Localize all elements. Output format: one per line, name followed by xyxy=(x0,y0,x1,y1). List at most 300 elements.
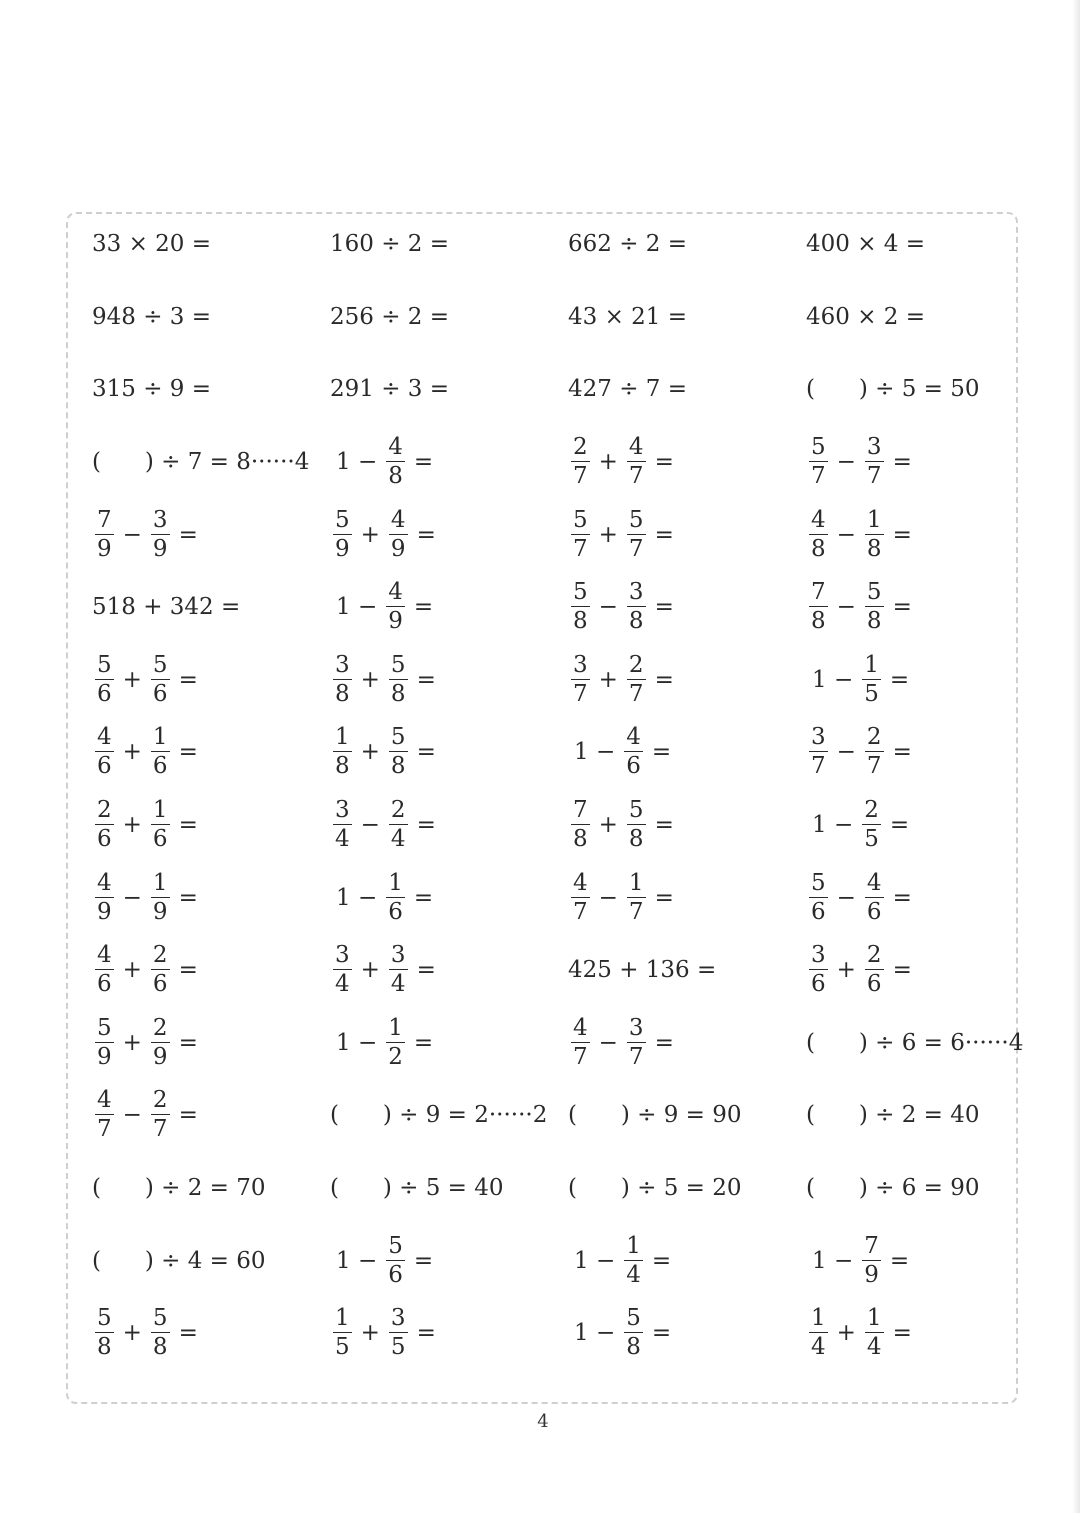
fraction-numerator: 4 xyxy=(866,869,882,896)
fraction-denominator: 8 xyxy=(628,608,644,635)
fraction-numerator: 4 xyxy=(97,724,112,751)
fraction xyxy=(865,944,884,996)
problem-cell xyxy=(92,281,330,354)
problem-text: 425 + 136 = xyxy=(568,957,717,984)
fraction-numerator: 5 xyxy=(97,1305,112,1332)
operator-text: = xyxy=(654,812,674,839)
fraction-numerator: 5 xyxy=(866,579,882,606)
operator-text: = xyxy=(654,449,674,476)
fraction-numerator: 3 xyxy=(628,579,644,606)
operator-text: = xyxy=(651,1247,672,1274)
fraction xyxy=(865,1307,884,1359)
fraction-denominator: 8 xyxy=(866,535,882,562)
fraction-denominator: 8 xyxy=(390,753,406,780)
fraction-denominator: 2 xyxy=(388,1043,403,1070)
page-number: 4 xyxy=(537,1411,549,1432)
fraction xyxy=(809,944,828,996)
problem-cell xyxy=(92,789,330,862)
fraction-numerator: 1 xyxy=(152,797,168,824)
fraction xyxy=(865,581,884,633)
fraction-denominator: 7 xyxy=(628,463,644,490)
fraction xyxy=(389,799,408,851)
problem-cell xyxy=(806,1297,1044,1370)
problem-cell xyxy=(330,426,568,499)
fraction-numerator: 7 xyxy=(97,506,112,533)
fraction-numerator: 5 xyxy=(628,506,644,533)
fraction-numerator: 2 xyxy=(152,1087,168,1114)
fraction-numerator: 1 xyxy=(152,869,168,896)
fraction-denominator: 7 xyxy=(628,1043,644,1070)
operator-text: + xyxy=(598,812,618,839)
problem-cell xyxy=(568,644,806,717)
operator-text: 1 − xyxy=(812,1247,854,1274)
operator-text: = xyxy=(178,521,198,548)
fraction-numerator: 1 xyxy=(626,1232,641,1259)
fraction xyxy=(333,944,352,996)
problem-cell xyxy=(806,498,1044,571)
fraction xyxy=(95,799,114,851)
operator-text: = xyxy=(892,739,912,766)
operator-text: = xyxy=(413,449,434,476)
problem-cell xyxy=(92,644,330,717)
operator-text: = xyxy=(651,1320,672,1347)
fraction-denominator: 9 xyxy=(390,535,406,562)
problem-cell xyxy=(330,1079,568,1152)
operator-text: = xyxy=(416,957,436,984)
fraction-numerator: 4 xyxy=(388,434,403,461)
operator-text: + xyxy=(122,739,142,766)
fraction-numerator: 3 xyxy=(811,724,826,751)
fraction-denominator: 9 xyxy=(97,898,112,925)
fraction-numerator: 4 xyxy=(811,506,826,533)
fraction-denominator: 6 xyxy=(97,753,112,780)
operator-text: = xyxy=(178,1320,198,1347)
problem-cell xyxy=(568,498,806,571)
operator-text: + xyxy=(836,1320,856,1347)
problem-cell xyxy=(806,789,1044,862)
operator-text: = xyxy=(892,1320,912,1347)
fraction-denominator: 8 xyxy=(628,826,644,853)
problem-text: ( ) ÷ 4 = 60 xyxy=(92,1247,266,1274)
operator-text: = xyxy=(654,521,674,548)
fraction-denominator: 7 xyxy=(573,463,588,490)
operator-text: = xyxy=(654,1029,674,1056)
fraction-denominator: 5 xyxy=(864,680,879,707)
problem-cell xyxy=(92,1297,330,1370)
fraction-numerator: 2 xyxy=(573,434,588,461)
problem-text: 518 + 342 = xyxy=(92,594,241,621)
problem-text: ( ) ÷ 9 = 2······2 xyxy=(330,1102,548,1129)
problem-cell xyxy=(92,1152,330,1225)
problem-text: 662 ÷ 2 = xyxy=(568,231,688,258)
problem-text: 427 ÷ 7 = xyxy=(568,376,688,403)
fraction-numerator: 5 xyxy=(573,506,588,533)
fraction-denominator: 8 xyxy=(626,1334,641,1361)
fraction-denominator: 9 xyxy=(97,535,112,562)
operator-text: = xyxy=(654,884,674,911)
fraction xyxy=(95,1089,114,1141)
fraction-numerator: 2 xyxy=(152,1014,168,1041)
fraction-denominator: 6 xyxy=(388,898,403,925)
fraction-denominator: 7 xyxy=(628,898,644,925)
fraction xyxy=(151,869,170,925)
operator-text: = xyxy=(413,884,434,911)
fraction-denominator: 8 xyxy=(573,826,588,853)
fraction-numerator: 7 xyxy=(811,579,826,606)
operator-text: 1 − xyxy=(574,739,616,766)
fraction-denominator: 8 xyxy=(573,608,588,635)
problem-cell xyxy=(806,426,1044,499)
fraction-numerator: 1 xyxy=(628,869,644,896)
fraction-numerator: 1 xyxy=(335,724,350,751)
fraction-numerator: 1 xyxy=(866,506,882,533)
problem-text: 160 ÷ 2 = xyxy=(330,231,450,258)
problem-text: 33 × 20 = xyxy=(92,231,212,258)
operator-text: = xyxy=(889,812,910,839)
fraction-numerator: 5 xyxy=(390,651,406,678)
fraction-numerator: 5 xyxy=(152,1305,168,1332)
problem-text: 256 ÷ 2 = xyxy=(330,303,450,330)
operator-text: − xyxy=(836,521,856,548)
operator-text: − xyxy=(836,739,856,766)
fraction-denominator: 4 xyxy=(335,826,350,853)
fraction-numerator: 4 xyxy=(573,869,588,896)
fraction-denominator: 6 xyxy=(97,680,112,707)
fraction-denominator: 7 xyxy=(573,898,588,925)
fraction-numerator: 4 xyxy=(97,869,112,896)
operator-text: + xyxy=(598,666,618,693)
fraction-numerator: 4 xyxy=(97,1087,112,1114)
fraction-denominator: 9 xyxy=(152,898,168,925)
problem-text: 291 ÷ 3 = xyxy=(330,376,450,403)
fraction-denominator: 7 xyxy=(628,680,644,707)
fraction-numerator: 5 xyxy=(388,1232,403,1259)
fraction xyxy=(627,869,646,925)
fraction xyxy=(95,944,114,996)
fraction xyxy=(333,799,352,851)
fraction-denominator: 4 xyxy=(866,1334,882,1361)
problem-text: ( ) ÷ 2 = 40 xyxy=(806,1102,980,1129)
fraction xyxy=(95,1307,114,1359)
fraction xyxy=(151,1307,170,1359)
fraction-denominator: 8 xyxy=(811,608,826,635)
fraction xyxy=(389,506,408,562)
fraction xyxy=(862,651,881,707)
fraction-denominator: 5 xyxy=(390,1334,406,1361)
operator-text: = xyxy=(892,957,912,984)
fraction-denominator: 6 xyxy=(152,826,168,853)
fraction-denominator: 7 xyxy=(811,753,826,780)
operator-text: = xyxy=(654,666,674,693)
operator-text: − xyxy=(122,1102,142,1129)
fraction xyxy=(386,1014,405,1070)
problem-cell xyxy=(330,1152,568,1225)
fraction-denominator: 6 xyxy=(866,898,882,925)
fraction-numerator: 5 xyxy=(335,506,350,533)
fraction xyxy=(95,726,114,778)
fraction-denominator: 7 xyxy=(152,1116,168,1143)
operator-text: 1 − xyxy=(574,1247,616,1274)
fraction xyxy=(809,1307,828,1359)
fraction-numerator: 1 xyxy=(152,724,168,751)
fraction xyxy=(809,506,828,562)
fraction-numerator: 2 xyxy=(864,797,879,824)
fraction-numerator: 1 xyxy=(388,869,403,896)
problem-cell xyxy=(806,644,1044,717)
fraction-numerator: 3 xyxy=(335,942,350,969)
fraction-denominator: 6 xyxy=(811,898,826,925)
fraction-denominator: 6 xyxy=(152,753,168,780)
problem-cell xyxy=(806,861,1044,934)
operator-text: = xyxy=(178,957,198,984)
fraction xyxy=(389,944,408,996)
operator-text: = xyxy=(416,1320,436,1347)
problem-cell xyxy=(568,208,806,281)
fraction-numerator: 5 xyxy=(811,869,826,896)
problem-cell xyxy=(330,789,568,862)
problem-grid xyxy=(92,208,1044,1370)
fraction xyxy=(389,1307,408,1359)
operator-text: = xyxy=(416,666,436,693)
fraction xyxy=(624,726,643,778)
problem-cell xyxy=(330,934,568,1007)
fraction-numerator: 3 xyxy=(390,942,406,969)
fraction-denominator: 6 xyxy=(866,971,882,998)
fraction-numerator: 2 xyxy=(390,797,406,824)
fraction xyxy=(151,506,170,562)
problem-cell xyxy=(568,861,806,934)
operator-text: = xyxy=(413,594,434,621)
problem-cell xyxy=(568,571,806,644)
problem-cell xyxy=(568,1152,806,1225)
operator-text: + xyxy=(122,957,142,984)
problem-cell xyxy=(568,789,806,862)
problem-cell xyxy=(92,571,330,644)
fraction xyxy=(95,869,114,925)
fraction-denominator: 9 xyxy=(152,1043,168,1070)
operator-text: = xyxy=(892,521,912,548)
fraction-denominator: 9 xyxy=(388,608,403,635)
fraction-numerator: 3 xyxy=(628,1014,644,1041)
operator-text: 1 − xyxy=(812,666,854,693)
fraction xyxy=(571,1014,590,1070)
problem-text: ( ) ÷ 9 = 90 xyxy=(568,1102,742,1129)
fraction xyxy=(627,581,646,633)
operator-text: = xyxy=(178,812,198,839)
fraction xyxy=(386,869,405,925)
problem-cell xyxy=(92,498,330,571)
fraction-numerator: 4 xyxy=(388,579,403,606)
operator-text: = xyxy=(178,739,198,766)
operator-text: − xyxy=(598,1029,618,1056)
fraction-numerator: 4 xyxy=(97,942,112,969)
fraction xyxy=(571,651,590,707)
fraction-denominator: 6 xyxy=(152,680,168,707)
problem-cell xyxy=(568,1297,806,1370)
operator-text: − xyxy=(836,594,856,621)
fraction-numerator: 4 xyxy=(626,724,641,751)
operator-text: − xyxy=(598,594,618,621)
problem-text: ( ) ÷ 6 = 90 xyxy=(806,1175,980,1202)
fraction xyxy=(333,506,352,562)
fraction-numerator: 5 xyxy=(626,1305,641,1332)
fraction-numerator: 5 xyxy=(97,651,112,678)
fraction-numerator: 3 xyxy=(335,797,350,824)
problem-cell xyxy=(330,208,568,281)
problem-cell xyxy=(92,426,330,499)
fraction-denominator: 9 xyxy=(97,1043,112,1070)
fraction xyxy=(865,869,884,925)
fraction xyxy=(862,1232,881,1288)
fraction xyxy=(809,726,828,778)
operator-text: + xyxy=(598,449,618,476)
operator-text: + xyxy=(836,957,856,984)
fraction xyxy=(862,799,881,851)
fraction-numerator: 4 xyxy=(628,434,644,461)
fraction-denominator: 4 xyxy=(335,971,350,998)
problem-cell xyxy=(806,1224,1044,1297)
fraction xyxy=(571,869,590,925)
fraction-numerator: 1 xyxy=(864,651,879,678)
fraction xyxy=(627,651,646,707)
operator-text: = xyxy=(889,1247,910,1274)
problem-text: 315 ÷ 9 = xyxy=(92,376,212,403)
problem-text: ( ) ÷ 2 = 70 xyxy=(92,1175,266,1202)
problem-cell xyxy=(568,353,806,426)
page-edge-shadow xyxy=(1072,0,1080,1513)
fraction-denominator: 4 xyxy=(811,1334,826,1361)
fraction xyxy=(627,1014,646,1070)
fraction xyxy=(571,436,590,488)
operator-text: 1 − xyxy=(336,1247,378,1274)
problem-cell xyxy=(568,1007,806,1080)
problem-cell xyxy=(806,716,1044,789)
fraction xyxy=(571,799,590,851)
fraction xyxy=(389,726,408,778)
operator-text: − xyxy=(122,884,142,911)
operator-text: − xyxy=(122,521,142,548)
fraction-numerator: 2 xyxy=(866,724,882,751)
fraction xyxy=(151,1089,170,1141)
problem-cell xyxy=(330,861,568,934)
operator-text: = xyxy=(889,666,910,693)
operator-text: 1 − xyxy=(336,884,378,911)
problem-cell xyxy=(806,281,1044,354)
fraction-numerator: 7 xyxy=(573,797,588,824)
operator-text: = xyxy=(413,1029,434,1056)
problem-text: ( ) ÷ 5 = 50 xyxy=(806,376,980,403)
fraction xyxy=(571,506,590,562)
fraction-denominator: 8 xyxy=(97,1334,112,1361)
operator-text: − xyxy=(360,812,380,839)
fraction xyxy=(151,726,170,778)
fraction-denominator: 4 xyxy=(390,971,406,998)
fraction-numerator: 3 xyxy=(811,942,826,969)
fraction-numerator: 1 xyxy=(866,1305,882,1332)
fraction xyxy=(95,651,114,707)
operator-text: − xyxy=(836,884,856,911)
problem-cell xyxy=(92,934,330,1007)
problem-cell xyxy=(330,644,568,717)
fraction-denominator: 7 xyxy=(811,463,826,490)
fraction-denominator: 9 xyxy=(152,535,168,562)
fraction-numerator: 1 xyxy=(335,1305,350,1332)
fraction xyxy=(865,436,884,488)
fraction-denominator: 6 xyxy=(811,971,826,998)
fraction-denominator: 7 xyxy=(573,680,588,707)
operator-text: = xyxy=(892,594,912,621)
operator-text: = xyxy=(178,1029,198,1056)
problem-cell xyxy=(568,1224,806,1297)
problem-text: ( ) ÷ 7 = 8······4 xyxy=(92,449,310,476)
problem-cell xyxy=(568,281,806,354)
fraction-numerator: 7 xyxy=(864,1232,879,1259)
fraction xyxy=(624,1307,643,1359)
fraction-denominator: 4 xyxy=(390,826,406,853)
fraction xyxy=(627,799,646,851)
fraction-numerator: 4 xyxy=(390,506,406,533)
fraction-numerator: 3 xyxy=(152,506,168,533)
fraction-denominator: 6 xyxy=(97,971,112,998)
fraction-denominator: 8 xyxy=(811,535,826,562)
operator-text: = xyxy=(413,1247,434,1274)
fraction-denominator: 4 xyxy=(626,1261,641,1288)
operator-text: = xyxy=(416,521,436,548)
fraction-denominator: 6 xyxy=(626,753,641,780)
problem-cell xyxy=(330,716,568,789)
problem-text: ( ) ÷ 6 = 6······4 xyxy=(806,1029,1024,1056)
fraction-numerator: 5 xyxy=(573,579,588,606)
operator-text: = xyxy=(178,666,198,693)
problem-cell xyxy=(806,934,1044,1007)
fraction-numerator: 3 xyxy=(866,434,882,461)
fraction xyxy=(571,581,590,633)
fraction-numerator: 5 xyxy=(97,1014,112,1041)
problem-cell xyxy=(806,208,1044,281)
operator-text: + xyxy=(598,521,618,548)
fraction-numerator: 2 xyxy=(628,651,644,678)
operator-text: − xyxy=(598,884,618,911)
fraction-numerator: 2 xyxy=(866,942,882,969)
fraction-numerator: 5 xyxy=(390,724,406,751)
operator-text: = xyxy=(416,812,436,839)
fraction xyxy=(151,799,170,851)
operator-text: − xyxy=(836,449,856,476)
fraction xyxy=(333,1307,352,1359)
fraction-denominator: 6 xyxy=(97,826,112,853)
fraction xyxy=(627,436,646,488)
fraction-numerator: 3 xyxy=(335,651,350,678)
fraction-numerator: 5 xyxy=(628,797,644,824)
fraction-denominator: 7 xyxy=(573,1043,588,1070)
operator-text: + xyxy=(122,1029,142,1056)
problem-cell xyxy=(568,934,806,1007)
problem-cell xyxy=(568,1079,806,1152)
fraction-denominator: 8 xyxy=(866,608,882,635)
fraction-denominator: 7 xyxy=(866,753,882,780)
fraction-denominator: 8 xyxy=(388,463,403,490)
fraction-denominator: 5 xyxy=(864,826,879,853)
problem-cell xyxy=(806,1152,1044,1225)
operator-text: + xyxy=(360,957,380,984)
fraction-denominator: 8 xyxy=(335,680,350,707)
fraction xyxy=(809,436,828,488)
operator-text: 1 − xyxy=(574,1320,616,1347)
fraction-numerator: 2 xyxy=(97,797,112,824)
fraction xyxy=(386,581,405,633)
operator-text: = xyxy=(651,739,672,766)
fraction xyxy=(386,436,405,488)
